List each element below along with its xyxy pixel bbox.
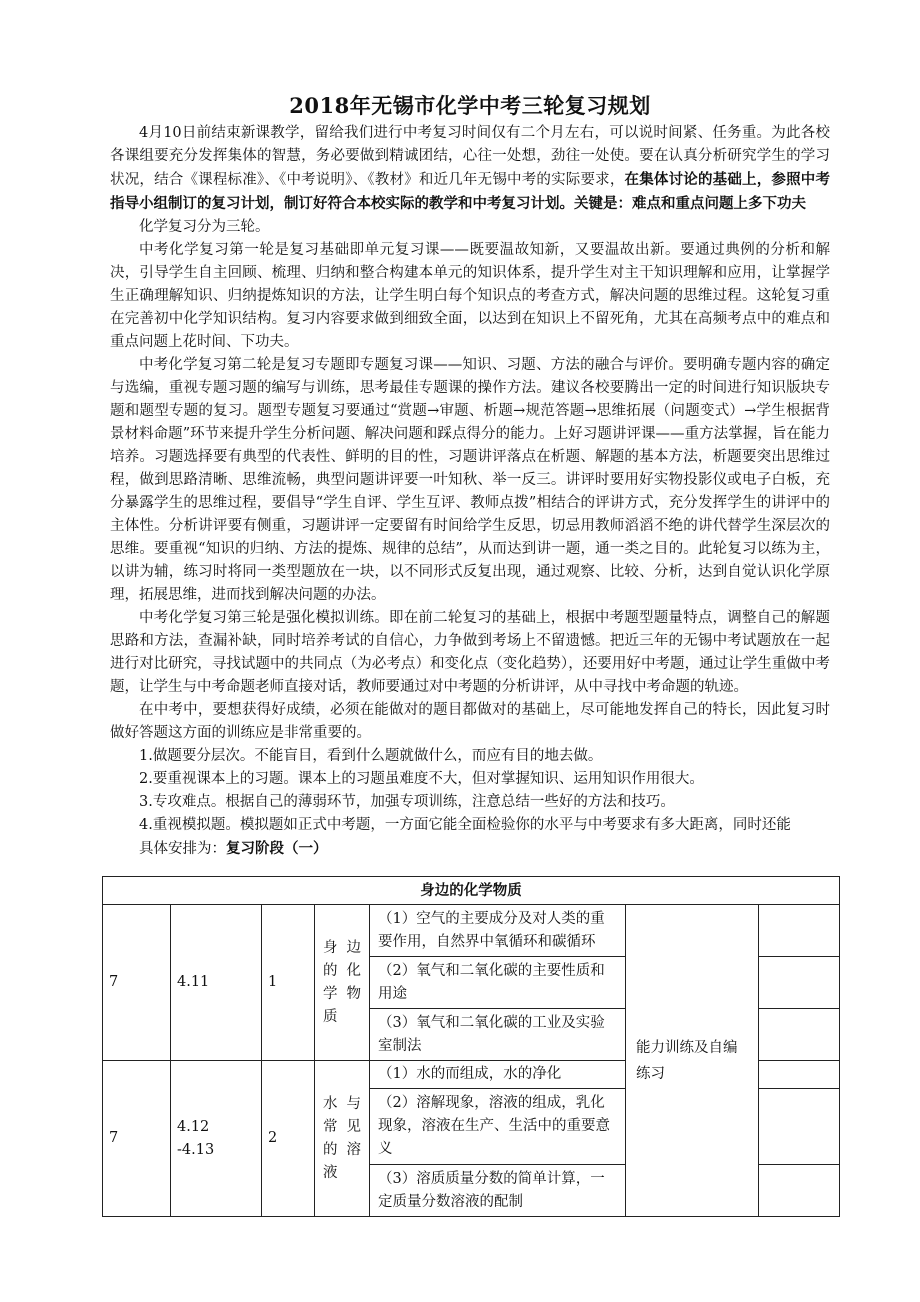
content-item: （2）氧气和二氧化碳的主要性质和用途 xyxy=(370,957,626,1009)
content-item: （1）水的而组成，水的净化 xyxy=(370,1061,626,1089)
round3-paragraph: 中考化学复习第三轮是强化模拟训练。即在前二轮复习的基础上，根据中考题型题量特点，调整自己的解题思路和方法，查漏补缺，同时培养考试的自信心，力争做到考场上不留遗憾。把近三年的无锡中考试题放在一起进行对比研究，寻找试题中的共同点（为必考点）和变化点（变化趋势），还要用好中考题，通过让学生重做中考题，让学生与中考命题老师直接对话，教师要通过对中考题的分析讲评，从中寻找中考命题的轨迹。 xyxy=(110,610,830,695)
content-item: （3）氧气和二氧化碳的工业及实验室制法 xyxy=(370,1009,626,1061)
date-cell xyxy=(171,1061,262,1217)
empty-cell xyxy=(759,905,840,957)
week-cell: 7 xyxy=(103,1061,171,1217)
content-item: （1）空气的主要成分及对人类的重要作用，自然界中氧循环和碳循环 xyxy=(370,905,626,957)
date-cell: 4.11 xyxy=(171,905,262,1061)
date-start: 4.12 xyxy=(177,1118,210,1135)
hours-cell: 2 xyxy=(262,1061,315,1217)
schedule-lead xyxy=(110,837,830,861)
empty-cell xyxy=(759,1089,840,1165)
tip-item: 1.做题要分层次。不能盲目，看到什么题就做什么，而应有目的地去做。 xyxy=(139,748,603,764)
hours-cell: 1 xyxy=(262,905,315,1061)
topic-cell: 身边的化学物质 xyxy=(315,905,370,1061)
practice-cell: 能力训练及自编练习 xyxy=(626,905,759,1217)
intro-paragraph xyxy=(110,122,830,216)
content-item: （2）溶解现象，溶液的组成，乳化现象，溶液在生产、生活中的重要意义 xyxy=(370,1089,626,1165)
content-item: （3）溶质质量分数的简单计算，一定质量分数溶液的配制 xyxy=(370,1165,626,1217)
tip-item: 4.重视模拟题。模拟题如正式中考题，一方面它能全面检验你的水平与中考要求有多大距离，同时还能 xyxy=(139,817,791,833)
page-title: 2018年无锡市化学中考三轮复习规划 xyxy=(289,93,651,118)
empty-cell xyxy=(759,957,840,1009)
document-body xyxy=(110,90,830,861)
tip-item: 2.要重视课本上的习题。课本上的习题虽难度不大，但对掌握知识、运用知识作用很大。 xyxy=(139,771,704,787)
three-rounds-paragraph: 化学复习分为三轮。 xyxy=(139,219,270,235)
round1-paragraph: 中考化学复习第一轮是复习基础即单元复习课——既要温故知新，又要温故出新。要通过典例的分析和解决，引导学生自主回顾、梳理、归纳和整合构建本单元的知识体系，提升学生对主干知识理解和应用，让掌握学生正确理解知识、归纳提炼知识的方法，让学生明白每个知识点的考查方式，解决问题的思维过程。这轮复习重在完善初中化学知识结构。复习内容要求做到细致全面，以达到在知识上不留死角，尤其在高频考点中的难点和重点问题上花时间、下功夫。 xyxy=(110,242,830,350)
table-header: 身边的化学物质 xyxy=(103,877,840,905)
table-header-row xyxy=(103,877,840,905)
schedule-table xyxy=(102,876,840,1217)
table-row xyxy=(103,905,840,957)
date-end: -4.13 xyxy=(177,1141,215,1158)
week-cell: 7 xyxy=(103,905,171,1061)
round2-paragraph: 中考化学复习第二轮是复习专题即专题复习课——知识、习题、方法的融合与评价。要明确专题内容的确定与选编，重视专题习题的编写与训练，思考最佳专题课的操作方法。建议各校要腾出一定的时间进行知识版块专题和题型专题的复习。题型专题复习要通过“赏题→审题、析题→规范答题→思维拓展（问题变式）→学生根据背景材料命题”环节来提升学生分析问题、解决问题和踩点得分的能力。上好习题讲评课——重方法掌握，旨在能力培养。习题选择要有典型的代表性、鲜明的目的性，习题讲评落点在析题、解题的基本方法，析题要突出思维过程，做到思路清晰、思维流畅，典型问题讲评要一叶知秋、举一反三。讲评时要用好实物投影仪或电子白板，充分暴露学生的思维过程，要倡导“学生自评、学生互评、教师点拨”相结合的评讲方式，充分发挥学生的讲评中的主体性。分析讲评要有侧重，习题讲评一定要留有时间给学生反思，切忌用教师滔滔不绝的讲代替学生深层次的思维。要重视“知识的归纳、方法的提炼、规律的总结”，从而达到讲一题，通一类之目的。此轮复习以练为主，以讲为辅，练习时将同一类型题放在一块，以不同形式反复出现，通过观察、比较、分析，达到自觉认识化学原理，拓展思维，进而找到解决问题的办法。 xyxy=(110,357,830,603)
tip-item: 3.专攻难点。根据自己的薄弱环节，加强专项训练，注意总结一些好的方法和技巧。 xyxy=(139,794,675,810)
schedule-lead-text: 具体安排为： xyxy=(139,841,226,857)
intro-bold-text: 在集体讨论的基础上，参照中考指导小组制订的复习计划，制订好符合本校实际的教学和中考复习计划。关键是：难点和重点问题上多下功夫 xyxy=(110,171,831,212)
intro-text: 4月10日前结束新课教学，留给我们进行中考复习时间仅有二个月左右，可以说时间紧、任务重。为此各校各课组要充分发挥集体的智慧，务必要做到精诚团结，心往一处想，劲往一处使。要在认真分析研究学生的学习状况，结合《课程标准》、《中考说明》、《教材》和近几年无锡中考的实际要求， xyxy=(110,125,830,188)
empty-cell xyxy=(759,1061,840,1089)
empty-cell xyxy=(759,1165,840,1217)
schedule-stage: 复习阶段（一） xyxy=(226,840,328,857)
topic-cell: 水与常见的溶液 xyxy=(315,1061,370,1217)
exam-paragraph: 在中考中，要想获得好成绩，必须在能做对的题目都做对的基础上，尽可能地发挥自己的特长，因此复习时做好答题这方面的训练应是非常重要的。 xyxy=(110,702,830,741)
empty-cell xyxy=(759,1009,840,1061)
